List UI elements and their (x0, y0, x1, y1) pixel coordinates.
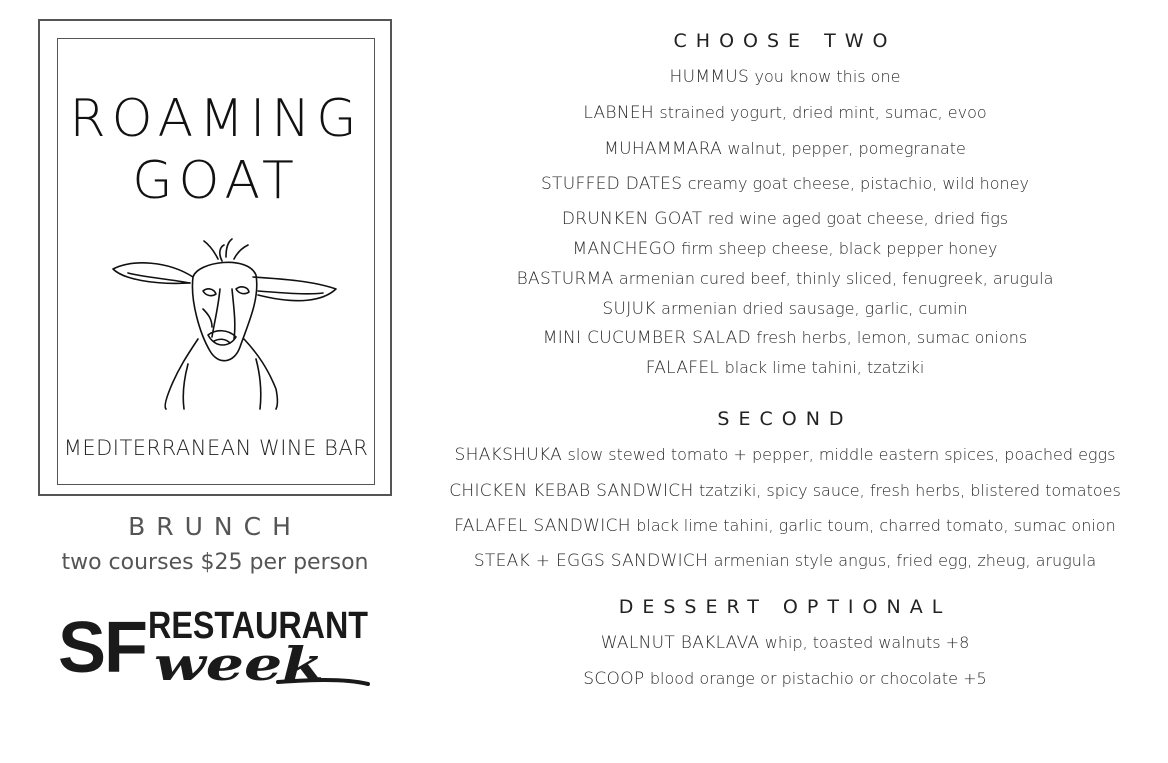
item-desc: slow stewed tomato + pepper, middle eastern spices, poached eggs (567, 445, 1116, 464)
goat-icon (108, 239, 338, 409)
menu-item (420, 139, 1150, 159)
restaurant-logo (38, 19, 392, 496)
menu-item (420, 239, 1150, 259)
menu-item (420, 103, 1150, 123)
menu-item (420, 269, 1150, 289)
menu-item (420, 67, 1150, 87)
sf-restaurant-week-logo (58, 600, 378, 695)
item-desc: fresh herbs, lemon, sumac onions (756, 328, 1028, 347)
menu-item (420, 633, 1150, 653)
item-desc: whip, toasted walnuts +8 (764, 633, 970, 652)
menu-item (420, 209, 1150, 229)
item-desc: black lime tahini, tzatziki (724, 358, 925, 377)
item-desc: you know this one (754, 67, 901, 86)
menu-item (420, 481, 1150, 501)
item-name: DRUNKEN GOAT (561, 209, 703, 229)
week-logo-text: week (154, 637, 324, 691)
item-desc: firm sheep cheese, black pepper honey (681, 239, 998, 258)
item-name: FALAFEL SANDWICH (454, 516, 631, 536)
menu-item (420, 445, 1150, 465)
item-name: SUJUK (602, 299, 656, 319)
menu-item (420, 358, 1150, 378)
logo-title-line1: ROAMING (69, 89, 363, 149)
logo-title-line2: GOAT (132, 151, 300, 211)
brunch-price: two courses $25 per person (61, 550, 369, 575)
item-desc: armenian cured beef, thinly sliced, fenugreek, arugula (618, 269, 1054, 288)
item-name: HUMMUS (669, 67, 750, 87)
logo-inner-frame (57, 38, 375, 485)
menu-item (420, 551, 1150, 571)
item-desc: blood orange or pistachio or chocolate +5 (649, 669, 987, 688)
item-desc: red wine aged goat cheese, dried figs (707, 209, 1009, 228)
sf-logo-text: SF (58, 608, 147, 688)
section-title-second: SECOND (717, 408, 853, 430)
item-name: BASTURMA (516, 269, 614, 289)
item-name: LABNEH (583, 103, 654, 123)
item-name: MANCHEGO (572, 239, 676, 259)
section-title-choose-two: CHOOSE TWO (673, 30, 897, 52)
item-desc: armenian style angus, fried egg, zheug, arugula (713, 551, 1097, 570)
item-name: MINI CUCUMBER SALAD (542, 328, 751, 348)
item-desc: creamy goat cheese, pistachio, wild honey (687, 174, 1030, 193)
menu-item (420, 516, 1150, 536)
item-name: SCOOP (583, 669, 645, 689)
item-name: FALAFEL (645, 358, 720, 378)
menu-item (420, 174, 1150, 194)
brunch-title: BRUNCH (128, 512, 302, 541)
item-desc: walnut, pepper, pomegranate (727, 139, 966, 158)
menu-item (420, 669, 1150, 689)
menu-item (420, 328, 1150, 348)
item-name: WALNUT BAKLAVA (600, 633, 760, 653)
item-name: STUFFED DATES (540, 174, 683, 194)
menu-item (420, 299, 1150, 319)
item-desc: black lime tahini, garlic toum, charred tomato, sumac onion (636, 516, 1116, 535)
item-name: CHICKEN KEBAB SANDWICH (449, 481, 694, 501)
item-desc: tzatziki, spicy sauce, fresh herbs, blistered tomatoes (698, 481, 1121, 500)
item-name: MUHAMMARA (604, 139, 723, 159)
section-title-dessert: DESSERT OPTIONAL (618, 596, 952, 618)
item-desc: strained yogurt, dried mint, sumac, evoo (659, 103, 987, 122)
restaurant-logo-text: RESTAURANT (148, 605, 368, 647)
logo-subtitle: MEDITERRANEAN WINE BAR (63, 436, 369, 460)
item-name: STEAK + EGGS SANDWICH (473, 551, 709, 571)
item-desc: armenian dried sausage, garlic, cumin (661, 299, 968, 318)
item-name: SHAKSHUKA (454, 445, 563, 465)
